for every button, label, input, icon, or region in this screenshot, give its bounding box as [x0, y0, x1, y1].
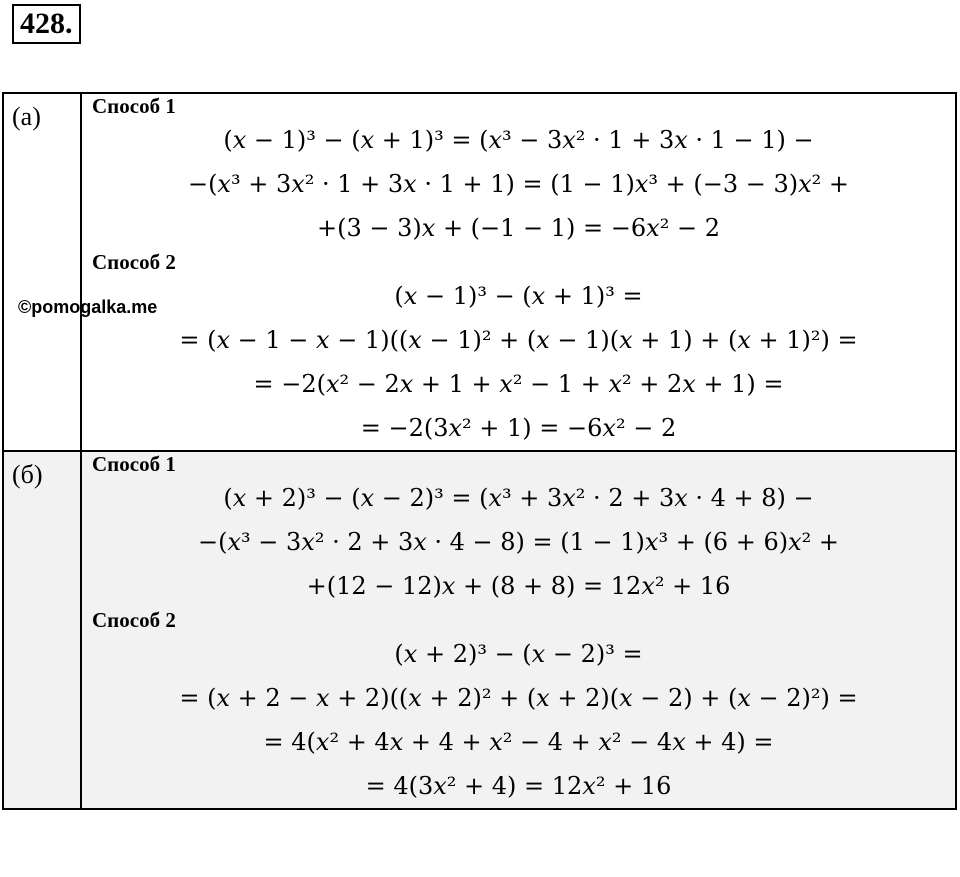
- part-a-method1-title: Способ 1: [92, 94, 176, 118]
- part-b-row: [3, 451, 956, 809]
- part-a-method2-line-1: (𝑥 − 1)³ − (𝑥 + 1)³ =: [394, 282, 643, 310]
- part-a-row: [3, 93, 956, 451]
- solution-table: [2, 92, 957, 810]
- part-a-method2-title: Способ 2: [92, 250, 176, 274]
- part-b-method2-title: Способ 2: [92, 608, 176, 632]
- part-b-method1-line-3: +(12 − 12)𝑥 + (8 + 8) = 12𝑥² + 16: [306, 572, 731, 600]
- part-a-label: (а): [3, 93, 81, 451]
- part-b-label: (б): [3, 451, 81, 809]
- part-b-method2-line-1: (𝑥 + 2)³ − (𝑥 − 2)³ =: [394, 640, 643, 668]
- part-b-method1-line-1: (𝑥 + 2)³ − (𝑥 − 2)³ = (𝑥³ + 3𝑥² · 2 + 3𝑥 · 4 + 8) −: [223, 484, 814, 512]
- part-a-content: [81, 93, 956, 451]
- part-a-method2-line-3: = −2(𝑥² − 2𝑥 + 1 + 𝑥² − 1 + 𝑥² + 2𝑥 + 1) =: [253, 370, 784, 398]
- part-a-method1-line-2: −(𝑥³ + 3𝑥² · 1 + 3𝑥 · 1 + 1) = (1 − 1)𝑥³ + (−3 − 3)𝑥² +: [187, 170, 850, 198]
- watermark: ©pomogalka.me: [18, 297, 158, 317]
- task-number: 428.: [12, 4, 81, 44]
- part-b-content: [81, 451, 956, 809]
- part-b-method1-title: Способ 1: [92, 452, 176, 476]
- part-b-method2-line-4: = 4(3𝑥² + 4) = 12𝑥² + 16: [365, 772, 672, 800]
- part-a-method2-line-4: = −2(3𝑥² + 1) = −6𝑥² − 2: [360, 414, 677, 442]
- part-b-method2-line-3: = 4(𝑥² + 4𝑥 + 4 + 𝑥² − 4 + 𝑥² − 4𝑥 + 4) =: [263, 728, 774, 756]
- part-a-method2-line-2: = (𝑥 − 1 − 𝑥 − 1)((𝑥 − 1)² + (𝑥 − 1)(𝑥 + 1) + (𝑥 + 1)²) =: [179, 326, 858, 354]
- part-b-method2-line-2: = (𝑥 + 2 − 𝑥 + 2)((𝑥 + 2)² + (𝑥 + 2)(𝑥 − 2) + (𝑥 − 2)²) =: [179, 684, 858, 712]
- part-b-method1-line-2: −(𝑥³ − 3𝑥² · 2 + 3𝑥 · 4 − 8) = (1 − 1)𝑥³ + (6 + 6)𝑥² +: [198, 528, 839, 556]
- part-a-method1-line-3: +(3 − 3)𝑥 + (−1 − 1) = −6𝑥² − 2: [317, 214, 720, 242]
- part-a-method1-line-1: (𝑥 − 1)³ − (𝑥 + 1)³ = (𝑥³ − 3𝑥² · 1 + 3𝑥 · 1 − 1) −: [223, 126, 814, 154]
